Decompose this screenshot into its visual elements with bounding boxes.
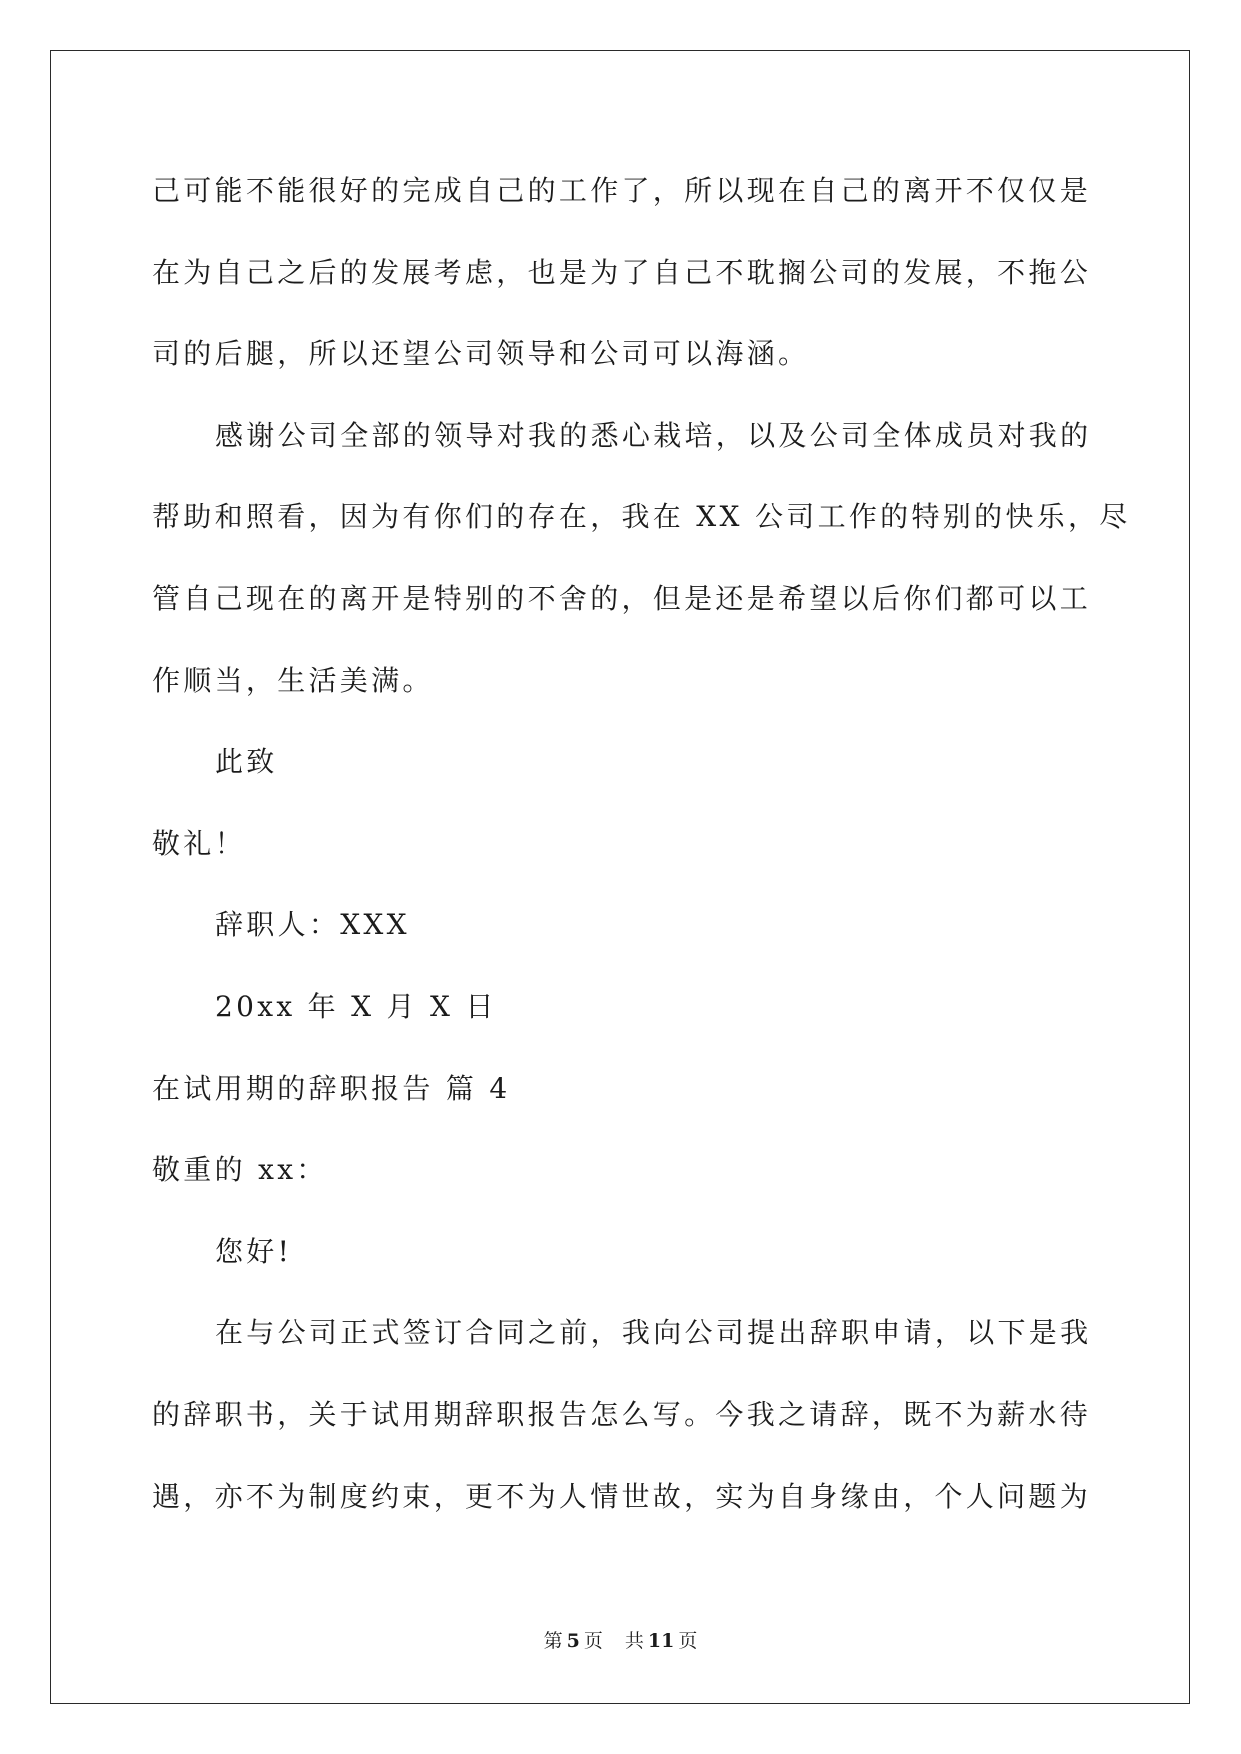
closing-regards: 敬礼！ (152, 826, 246, 860)
signature-line: 辞职人：XXX (215, 908, 410, 942)
paragraph-line: 感谢公司全部的领导对我的悉心栽培，以及公司全体成员对我的 (215, 418, 1092, 452)
paragraph-line: 司的后腿，所以还望公司领导和公司可以海涵。 (152, 337, 810, 371)
page-suffix: 页 (583, 1630, 603, 1652)
paragraph-line: 的辞职书，关于试用期辞职报告怎么写。今我之请辞，既不为薪水待 (152, 1397, 1092, 1431)
paragraph-line: 在为自己之后的发展考虑，也是为了自己不耽搁公司的发展，不拖公 (152, 255, 1092, 289)
page-prefix: 第 (543, 1630, 563, 1652)
section-heading: 在试用期的辞职报告 篇 4 (152, 1071, 511, 1105)
total-prefix: 共 (624, 1630, 644, 1652)
total-pages: 11 (647, 1630, 675, 1652)
letter-hello: 您好! (215, 1234, 293, 1268)
paragraph-line: 作顺当，生活美满。 (152, 663, 434, 697)
paragraph-line: 在与公司正式签订合同之前，我向公司提出辞职申请，以下是我 (215, 1316, 1092, 1350)
document-body (152, 150, 1131, 1537)
date-line: 20xx 年 X 月 X 日 (215, 989, 497, 1023)
paragraph-line: 帮助和照看，因为有你们的存在，我在 XX 公司工作的特别的快乐，尽 (152, 500, 1131, 534)
letter-greeting: 敬重的 xx： (152, 1153, 328, 1187)
page-footer (0, 1628, 1241, 1654)
closing-salutation: 此致 (215, 745, 278, 779)
page-number: 5 (566, 1630, 580, 1652)
paragraph-line: 遇，亦不为制度约束，更不为人情世故，实为自身缘由，个人问题为 (152, 1479, 1092, 1513)
paragraph-line: 己可能不能很好的完成自己的工作了，所以现在自己的离开不仅仅是 (152, 174, 1092, 207)
total-suffix: 页 (678, 1630, 698, 1652)
paragraph-line: 管自己现在的离开是特别的不舍的，但是还是希望以后你们都可以工 (152, 581, 1092, 615)
